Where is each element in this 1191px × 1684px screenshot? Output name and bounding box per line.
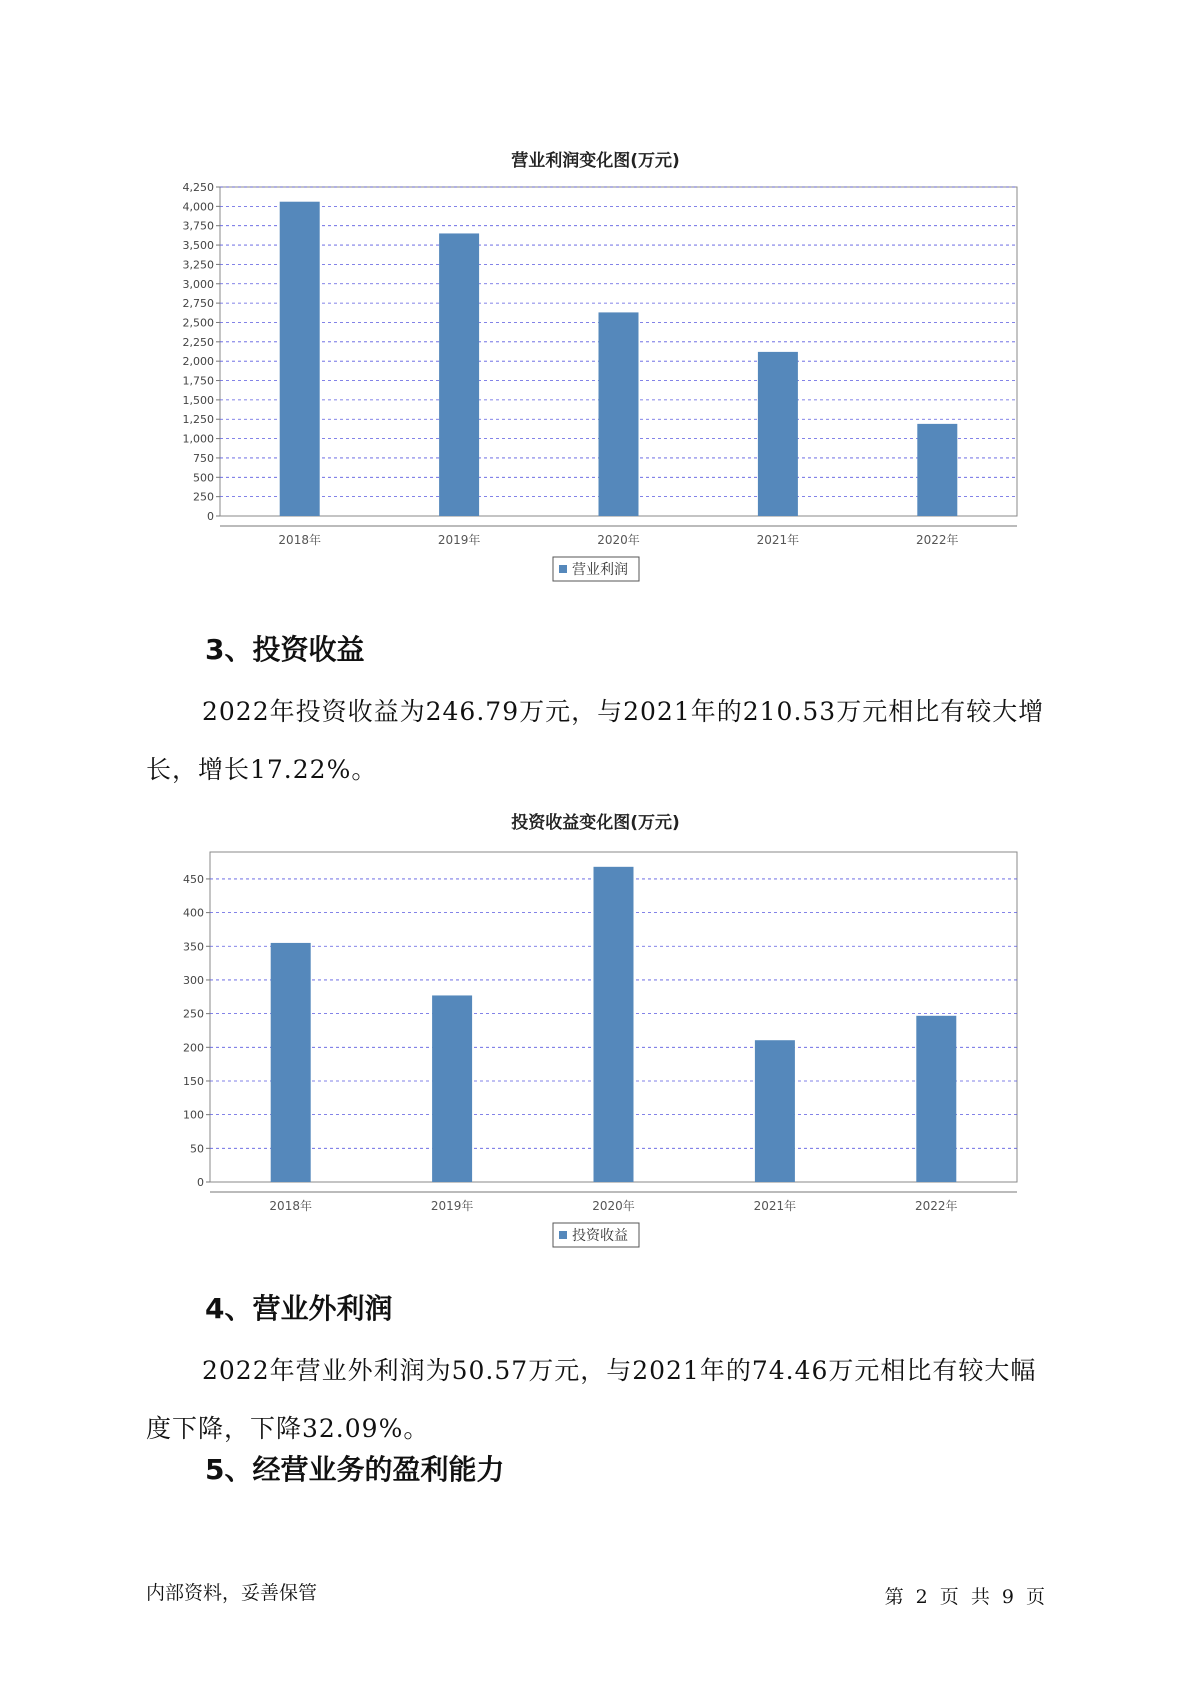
- chart-title: 营业利润变化图(万元): [511, 151, 680, 171]
- bar: [758, 352, 798, 516]
- y-tick-label: 4,000: [182, 200, 214, 214]
- y-tick-label: 0: [197, 1176, 204, 1189]
- x-tick-label: 2018年: [278, 533, 321, 547]
- y-tick-label: 2,000: [182, 355, 214, 369]
- y-tick-label: 150: [183, 1074, 204, 1088]
- y-tick-label: 250: [193, 490, 214, 504]
- bar: [916, 1016, 956, 1182]
- bar: [917, 424, 957, 516]
- bar: [594, 867, 634, 1182]
- section-heading-operating-profitability: 5、经营业务的盈利能力: [205, 1453, 505, 1486]
- bar: [599, 312, 639, 516]
- y-tick-label: 50: [190, 1142, 204, 1156]
- bar: [432, 995, 472, 1182]
- paragraph-investment-income: 2022年投资收益为246.79万元，与2021年的210.53万元相比有较大增长，增长17.22%。: [146, 697, 1045, 784]
- x-tick-label: 2022年: [915, 1199, 958, 1213]
- chart-canvas: [0, 175, 1191, 595]
- x-tick-label: 2019年: [430, 1199, 474, 1213]
- footer-page-number: 第 2 页 共 9 页: [884, 1586, 1045, 1608]
- paragraph-non-operating-profit: 2022年营业外利润为50.57万元，与2021年的74.46万元相比有较大幅度下降，下降32.09%。: [146, 1356, 1037, 1443]
- y-tick-label: 450: [183, 872, 204, 886]
- y-tick-label: 250: [183, 1007, 204, 1021]
- y-tick-label: 2,250: [182, 335, 214, 349]
- y-tick-label: 3,500: [182, 239, 214, 253]
- legend-swatch: [559, 565, 567, 573]
- x-tick-label: 2018年: [269, 1199, 312, 1213]
- y-tick-label: 1,750: [182, 374, 214, 388]
- y-tick-label: 3,750: [182, 219, 214, 233]
- y-tick-label: 0: [207, 510, 214, 523]
- x-tick-label: 2022年: [916, 533, 959, 547]
- chart-title: 投资收益变化图(万元): [511, 813, 680, 833]
- y-tick-label: 3,000: [182, 277, 214, 291]
- y-tick-label: 500: [193, 471, 214, 485]
- x-tick-label: 2020年: [592, 1199, 635, 1213]
- bar: [271, 943, 311, 1182]
- x-tick-label: 2020年: [597, 533, 640, 547]
- chart-canvas: [0, 842, 1191, 1252]
- section-heading-non-operating-profit: 4、营业外利润: [205, 1292, 393, 1325]
- legend-swatch: [559, 1231, 567, 1239]
- legend-label: 投资收益: [572, 1228, 628, 1244]
- y-tick-label: 750: [193, 451, 214, 465]
- y-tick-label: 3,250: [182, 258, 214, 272]
- bar: [439, 233, 479, 516]
- section-heading-investment-income: 3、投资收益: [205, 633, 365, 666]
- x-tick-label: 2019年: [437, 533, 481, 547]
- bar: [280, 202, 320, 516]
- y-tick-label: 300: [183, 973, 204, 987]
- legend-label: 营业利润: [572, 562, 628, 578]
- x-tick-label: 2021年: [753, 1199, 797, 1213]
- y-tick-label: 350: [183, 940, 204, 954]
- y-tick-label: 2,750: [182, 297, 214, 311]
- bar: [755, 1040, 795, 1182]
- y-tick-label: 4,250: [182, 181, 214, 194]
- y-tick-label: 100: [183, 1108, 204, 1122]
- y-tick-label: 2,500: [182, 316, 214, 330]
- footer-confidential-note: 内部资料，妥善保管: [146, 1582, 318, 1604]
- y-tick-label: 1,000: [182, 432, 214, 446]
- y-tick-label: 1,500: [182, 393, 214, 407]
- y-tick-label: 200: [183, 1041, 204, 1055]
- y-tick-label: 1,250: [182, 413, 214, 427]
- y-tick-label: 400: [183, 906, 204, 920]
- x-tick-label: 2021年: [756, 533, 800, 547]
